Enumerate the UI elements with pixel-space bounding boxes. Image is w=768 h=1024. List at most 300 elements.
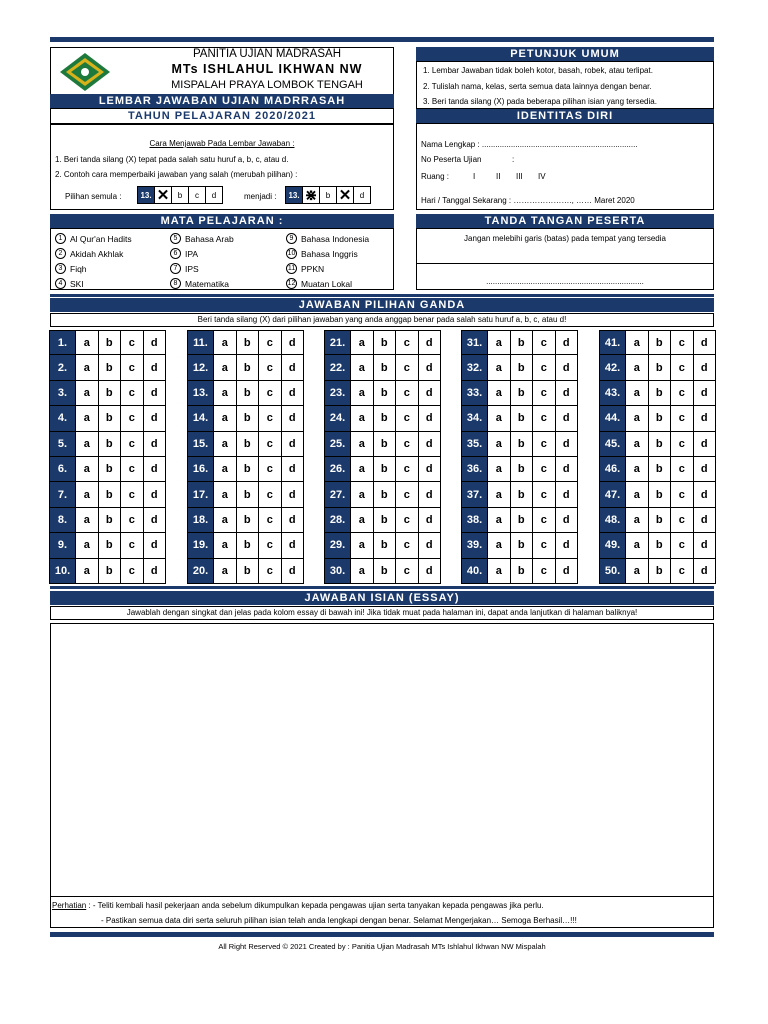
mapel-option[interactable]	[286, 263, 324, 274]
answer-option-b[interactable]: b	[373, 355, 396, 379]
answer-option-d[interactable]: d	[555, 508, 578, 532]
answer-option-c[interactable]: c	[532, 406, 555, 430]
example-after	[286, 186, 371, 204]
question-number: 37.	[462, 482, 487, 506]
answer-option-d[interactable]: d	[418, 482, 441, 506]
answer-option-a[interactable]: a	[75, 508, 98, 532]
answer-option-c[interactable]: c	[670, 508, 693, 532]
answer-option-b[interactable]: b	[373, 559, 396, 583]
perhatian-line2: - Pastikan semua data diri serta seluruh pilihan isian telah anda lengkapi dengan benar. Selamat Mengerjakan… Semoga Berhasil…!!!	[101, 916, 577, 925]
answer-option-d[interactable]: d	[281, 533, 304, 557]
answer-row	[324, 457, 441, 482]
answer-option-c[interactable]: c	[258, 482, 281, 506]
answer-option-b[interactable]: b	[648, 457, 671, 481]
essay-answer-area[interactable]	[50, 623, 714, 928]
answer-option-a[interactable]: a	[213, 432, 236, 456]
mapel-number: 9	[286, 233, 297, 244]
answer-option-d[interactable]: d	[418, 559, 441, 583]
answer-option-c[interactable]: c	[532, 559, 555, 583]
answer-option-d[interactable]: d	[418, 406, 441, 430]
answer-option-b[interactable]: b	[98, 482, 121, 506]
cara-step2: 2. Contoh cara memperbaiki jawaban yang salah (merubah pilihan) :	[55, 170, 298, 179]
answer-option-d[interactable]: d	[555, 331, 578, 354]
answer-option-a[interactable]: a	[75, 381, 98, 405]
answer-option-c[interactable]: c	[120, 508, 143, 532]
answer-option-d[interactable]: d	[281, 559, 304, 583]
answer-row	[324, 533, 441, 558]
answer-option-d[interactable]: d	[693, 457, 716, 481]
answer-option-c[interactable]: c	[670, 331, 693, 354]
answer-option-b[interactable]: b	[98, 381, 121, 405]
answer-option-a[interactable]: a	[75, 457, 98, 481]
answer-column	[49, 330, 166, 584]
answer-option-b[interactable]: b	[98, 533, 121, 557]
answer-option-a[interactable]: a	[213, 331, 236, 354]
answer-row	[324, 355, 441, 380]
bottom-rule	[50, 932, 714, 937]
answer-option-d[interactable]: d	[418, 533, 441, 557]
answer-option-c[interactable]: c	[258, 406, 281, 430]
tanggal-field[interactable]: Hari / Tanggal Sekarang : …………………., …… Maret 2020	[421, 196, 635, 205]
question-number: 33.	[462, 381, 487, 405]
mapel-number: 5	[170, 233, 181, 244]
mapel-number: 8	[170, 278, 181, 289]
answer-option-c[interactable]: c	[532, 457, 555, 481]
mapel-option[interactable]	[286, 248, 358, 259]
answer-option-c[interactable]: c	[258, 559, 281, 583]
answer-option-b[interactable]: b	[373, 533, 396, 557]
answer-row	[461, 508, 578, 533]
answer-option-d[interactable]: d	[143, 508, 166, 532]
mapel-option[interactable]	[170, 278, 229, 289]
answer-option-a[interactable]: a	[213, 508, 236, 532]
answer-option-a[interactable]: a	[213, 559, 236, 583]
question-number: 19.	[188, 533, 213, 557]
menjadi-label: menjadi :	[244, 192, 277, 201]
answer-row	[461, 406, 578, 431]
answer-row	[324, 406, 441, 431]
answer-option-d[interactable]: d	[281, 331, 304, 354]
answer-option-b[interactable]: b	[98, 559, 121, 583]
answer-option-c[interactable]: c	[670, 482, 693, 506]
answer-option-a[interactable]: a	[213, 355, 236, 379]
answer-option-d[interactable]: d	[143, 559, 166, 583]
answer-option-a[interactable]: a	[487, 355, 510, 379]
answer-option-c[interactable]: c	[395, 355, 418, 379]
question-number: 16.	[188, 457, 213, 481]
answer-option-d[interactable]: d	[143, 432, 166, 456]
answer-option-c[interactable]: c	[395, 457, 418, 481]
petunjuk-item-3: 3. Beri tanda silang (X) pada beberapa pilihan isian yang tersedia.	[423, 97, 657, 106]
answer-option-c[interactable]: c	[532, 432, 555, 456]
question-number: 50.	[600, 559, 625, 583]
banner-tahun: TAHUN PELAJARAN 2020/2021	[50, 108, 394, 124]
answer-option-d[interactable]: d	[555, 559, 578, 583]
answer-option-c[interactable]: c	[532, 533, 555, 557]
mapel-option[interactable]	[55, 248, 123, 259]
mapel-label: Bahasa Indonesia	[301, 233, 370, 244]
example-option-d: d	[205, 186, 223, 204]
answer-option-d[interactable]: d	[418, 508, 441, 532]
mapel-option[interactable]	[170, 263, 199, 274]
answer-option-b[interactable]: b	[236, 406, 259, 430]
answer-option-b[interactable]: b	[236, 482, 259, 506]
answer-option-c[interactable]: c	[395, 406, 418, 430]
question-number: 20.	[188, 559, 213, 583]
answer-option-c[interactable]: c	[532, 331, 555, 354]
answer-option-d[interactable]: d	[418, 381, 441, 405]
answer-option-a[interactable]: a	[350, 406, 373, 430]
mapel-option[interactable]	[286, 278, 352, 289]
question-number: 6.	[50, 457, 75, 481]
answer-option-a[interactable]: a	[487, 381, 510, 405]
answer-option-d[interactable]: d	[693, 406, 716, 430]
answer-row	[49, 381, 166, 406]
answer-option-a[interactable]: a	[625, 432, 648, 456]
question-number: 1.	[50, 331, 75, 354]
answer-option-d[interactable]: d	[693, 432, 716, 456]
question-number: 23.	[325, 381, 350, 405]
answer-option-b[interactable]: b	[648, 533, 671, 557]
question-number: 17.	[188, 482, 213, 506]
essay-title: JAWABAN ISIAN (ESSAY)	[50, 591, 714, 605]
answer-option-d[interactable]: d	[693, 482, 716, 506]
answer-option-d[interactable]: d	[418, 432, 441, 456]
answer-row	[49, 533, 166, 558]
answer-option-c[interactable]: c	[120, 406, 143, 430]
nomor-peserta-field[interactable]: :	[512, 155, 515, 164]
answer-row	[49, 406, 166, 431]
mapel-number: 4	[55, 278, 66, 289]
answer-option-a[interactable]: a	[487, 331, 510, 354]
answer-option-c[interactable]: c	[532, 508, 555, 532]
answer-option-a[interactable]: a	[350, 432, 373, 456]
answer-option-d[interactable]: d	[143, 331, 166, 354]
answer-option-b[interactable]: b	[373, 482, 396, 506]
answer-option-b[interactable]: b	[648, 508, 671, 532]
answer-option-a[interactable]: a	[75, 406, 98, 430]
mapel-option[interactable]	[55, 233, 132, 244]
answer-option-c[interactable]: c	[670, 406, 693, 430]
answer-option-a[interactable]: a	[625, 533, 648, 557]
answer-row	[187, 355, 304, 380]
answer-option-d[interactable]: d	[281, 482, 304, 506]
answer-option-b[interactable]: b	[236, 457, 259, 481]
question-number: 40.	[462, 559, 487, 583]
answer-option-d[interactable]: d	[143, 406, 166, 430]
answer-option-b[interactable]: b	[648, 482, 671, 506]
answer-option-a[interactable]: a	[487, 559, 510, 583]
answer-option-b[interactable]: b	[98, 331, 121, 354]
answer-option-d[interactable]: d	[693, 355, 716, 379]
question-number: 4.	[50, 406, 75, 430]
answer-option-a[interactable]: a	[350, 457, 373, 481]
answer-option-d[interactable]: d	[418, 355, 441, 379]
header-school-name: MTs ISHLAHUL IKHWAN NW	[171, 62, 363, 76]
example-option-b: b	[171, 186, 189, 204]
answer-option-b[interactable]: b	[98, 457, 121, 481]
example-num: 13.	[285, 186, 303, 204]
question-number: 3.	[50, 381, 75, 405]
answer-option-a[interactable]: a	[487, 432, 510, 456]
answer-option-a[interactable]: a	[487, 533, 510, 557]
ruang-option-2[interactable]: II	[496, 172, 501, 181]
mapel-number: 11	[287, 265, 296, 272]
answer-option-a[interactable]: a	[625, 406, 648, 430]
answer-option-d[interactable]: d	[418, 331, 441, 354]
answer-option-a[interactable]: a	[350, 508, 373, 532]
answer-option-a[interactable]: a	[213, 482, 236, 506]
answer-option-c[interactable]: c	[120, 432, 143, 456]
answer-option-d[interactable]: d	[281, 457, 304, 481]
answer-option-c[interactable]: c	[670, 432, 693, 456]
answer-option-a[interactable]: a	[487, 482, 510, 506]
answer-option-b[interactable]: b	[510, 331, 533, 354]
answer-option-c[interactable]: c	[258, 432, 281, 456]
answer-option-a[interactable]: a	[75, 559, 98, 583]
answer-option-a[interactable]: a	[75, 432, 98, 456]
answer-option-d[interactable]: d	[555, 482, 578, 506]
answer-option-d[interactable]: d	[143, 482, 166, 506]
answer-option-d[interactable]: d	[143, 381, 166, 405]
answer-option-c[interactable]: c	[670, 355, 693, 379]
answer-option-b[interactable]: b	[373, 508, 396, 532]
answer-option-a[interactable]: a	[75, 482, 98, 506]
answer-option-d[interactable]: d	[555, 432, 578, 456]
mapel-option[interactable]	[170, 233, 234, 244]
answer-option-b[interactable]: b	[98, 355, 121, 379]
answer-option-d[interactable]: d	[418, 457, 441, 481]
question-number: 8.	[50, 508, 75, 532]
answer-option-d[interactable]: d	[555, 457, 578, 481]
answer-option-b[interactable]: b	[648, 432, 671, 456]
answer-option-b[interactable]: b	[236, 508, 259, 532]
mapel-label: IPA	[185, 248, 199, 259]
answer-row	[599, 482, 716, 507]
answer-option-c[interactable]: c	[395, 559, 418, 583]
answer-option-c[interactable]: c	[532, 355, 555, 379]
answer-option-c[interactable]: c	[120, 331, 143, 354]
question-number: 12.	[188, 355, 213, 379]
example-option-c: c	[188, 186, 206, 204]
answer-option-a[interactable]: a	[350, 331, 373, 354]
mapel-option[interactable]	[55, 278, 84, 289]
question-number: 13.	[188, 381, 213, 405]
mapel-label: Muatan Lokal	[301, 278, 353, 289]
answer-option-b[interactable]: b	[373, 432, 396, 456]
ruang-option-3[interactable]: III	[516, 172, 523, 181]
answer-option-a[interactable]: a	[213, 457, 236, 481]
answer-option-c[interactable]: c	[120, 457, 143, 481]
answer-option-b[interactable]: b	[510, 508, 533, 532]
question-number: 5.	[50, 432, 75, 456]
ruang-option-4[interactable]: IV	[538, 172, 546, 181]
answer-option-b[interactable]: b	[510, 355, 533, 379]
answer-option-c[interactable]: c	[120, 381, 143, 405]
answer-row	[461, 355, 578, 380]
answer-option-b[interactable]: b	[510, 559, 533, 583]
answer-option-d[interactable]: d	[143, 457, 166, 481]
answer-option-a[interactable]: a	[350, 381, 373, 405]
answer-option-a[interactable]: a	[487, 406, 510, 430]
answer-option-c[interactable]: c	[120, 533, 143, 557]
answer-option-a[interactable]: a	[213, 533, 236, 557]
ruang-option-1[interactable]: I	[473, 172, 476, 181]
answer-option-c[interactable]: c	[395, 482, 418, 506]
answer-option-b[interactable]: b	[510, 457, 533, 481]
answer-row	[187, 482, 304, 507]
answer-option-c[interactable]: c	[670, 381, 693, 405]
answer-option-b[interactable]: b	[236, 533, 259, 557]
answer-option-d[interactable]: d	[143, 533, 166, 557]
mapel-option[interactable]	[170, 248, 198, 259]
answer-option-b[interactable]: b	[236, 331, 259, 354]
answer-option-c[interactable]: c	[120, 482, 143, 506]
answer-option-b[interactable]: b	[236, 355, 259, 379]
answer-option-a[interactable]: a	[487, 457, 510, 481]
answer-option-a[interactable]: a	[625, 355, 648, 379]
answer-option-b[interactable]: b	[373, 331, 396, 354]
question-number: 29.	[325, 533, 350, 557]
answer-option-a[interactable]: a	[213, 406, 236, 430]
pilihan-semula-label: Pilihan semula :	[65, 192, 122, 201]
answer-option-a[interactable]: a	[213, 381, 236, 405]
answer-row	[187, 508, 304, 533]
answer-option-a[interactable]: a	[625, 457, 648, 481]
answer-option-d[interactable]: d	[143, 355, 166, 379]
cara-step1: 1. Beri tanda silang (X) tepat pada salah satu huruf a, b, c, atau d.	[55, 155, 289, 164]
nama-field[interactable]: Nama Lengkap : ......................................................................	[421, 140, 638, 149]
question-number: 45.	[600, 432, 625, 456]
question-number: 36.	[462, 457, 487, 481]
answer-option-a[interactable]: a	[350, 355, 373, 379]
ttd-signature-line: .......................................................................	[486, 277, 644, 286]
answer-option-a[interactable]: a	[625, 331, 648, 354]
answer-option-a[interactable]: a	[625, 508, 648, 532]
answer-option-d[interactable]: d	[281, 355, 304, 379]
answer-option-c[interactable]: c	[120, 559, 143, 583]
answer-option-b[interactable]: b	[510, 381, 533, 405]
question-number: 44.	[600, 406, 625, 430]
answer-option-b[interactable]: b	[648, 406, 671, 430]
question-number: 22.	[325, 355, 350, 379]
answer-option-d[interactable]: d	[555, 533, 578, 557]
answer-option-d[interactable]: d	[693, 381, 716, 405]
mapel-option[interactable]	[55, 263, 87, 274]
mapel-number: 3	[55, 263, 66, 274]
answer-option-b[interactable]: b	[648, 559, 671, 583]
answer-row	[187, 381, 304, 406]
cross-mark-icon: ✕	[154, 186, 172, 204]
answer-option-c[interactable]: c	[258, 533, 281, 557]
answer-option-b[interactable]: b	[373, 406, 396, 430]
mapel-number: 6	[170, 248, 181, 259]
answer-option-c[interactable]: c	[670, 457, 693, 481]
mapel-title: MATA PELAJARAN :	[50, 214, 394, 228]
answer-option-b[interactable]: b	[373, 381, 396, 405]
answer-row	[187, 559, 304, 584]
answer-option-c[interactable]: c	[395, 533, 418, 557]
question-number: 10.	[50, 559, 75, 583]
answer-option-a[interactable]: a	[350, 559, 373, 583]
answer-row	[461, 559, 578, 584]
answer-option-b[interactable]: b	[373, 457, 396, 481]
answer-option-c[interactable]: c	[395, 432, 418, 456]
answer-option-b[interactable]: b	[510, 482, 533, 506]
answer-option-d[interactable]: d	[693, 331, 716, 354]
answer-option-d[interactable]: d	[555, 381, 578, 405]
answer-option-b[interactable]: b	[648, 381, 671, 405]
answer-option-c[interactable]: c	[670, 559, 693, 583]
answer-option-c[interactable]: c	[258, 457, 281, 481]
question-number: 26.	[325, 457, 350, 481]
answer-option-d[interactable]: d	[281, 508, 304, 532]
answer-option-b[interactable]: b	[98, 508, 121, 532]
answer-option-c[interactable]: c	[395, 508, 418, 532]
answer-option-d[interactable]: d	[555, 406, 578, 430]
answer-option-d[interactable]: d	[281, 381, 304, 405]
answer-option-b[interactable]: b	[236, 559, 259, 583]
answer-option-a[interactable]: a	[625, 381, 648, 405]
answer-row	[461, 457, 578, 482]
answer-option-d[interactable]: d	[281, 406, 304, 430]
answer-option-c[interactable]: c	[258, 508, 281, 532]
question-number: 47.	[600, 482, 625, 506]
answer-option-b[interactable]: b	[236, 432, 259, 456]
answer-option-d[interactable]: d	[693, 508, 716, 532]
answer-option-b[interactable]: b	[236, 381, 259, 405]
question-number: 41.	[600, 331, 625, 354]
answer-option-a[interactable]: a	[75, 533, 98, 557]
answer-row	[599, 330, 716, 355]
answer-option-c[interactable]: c	[258, 381, 281, 405]
answer-option-b[interactable]: b	[510, 432, 533, 456]
answer-option-c[interactable]: c	[258, 355, 281, 379]
answer-option-d[interactable]: d	[281, 432, 304, 456]
answer-option-c[interactable]: c	[395, 331, 418, 354]
answer-option-c[interactable]: c	[120, 355, 143, 379]
answer-row	[461, 330, 578, 355]
answer-option-c[interactable]: c	[258, 331, 281, 354]
answer-option-a[interactable]: a	[75, 331, 98, 354]
answer-option-b[interactable]: b	[510, 406, 533, 430]
perhatian-line1	[52, 901, 544, 910]
question-number: 21.	[325, 331, 350, 354]
question-number: 30.	[325, 559, 350, 583]
answer-option-a[interactable]: a	[625, 559, 648, 583]
answer-option-d[interactable]: d	[693, 559, 716, 583]
answer-option-b[interactable]: b	[648, 355, 671, 379]
answer-option-d[interactable]: d	[693, 533, 716, 557]
question-number: 32.	[462, 355, 487, 379]
answer-option-a[interactable]: a	[487, 508, 510, 532]
answer-option-a[interactable]: a	[625, 482, 648, 506]
answer-option-c[interactable]: c	[395, 381, 418, 405]
answer-option-b[interactable]: b	[648, 331, 671, 354]
answer-option-a[interactable]: a	[350, 533, 373, 557]
answer-option-b[interactable]: b	[98, 406, 121, 430]
mapel-option[interactable]	[286, 233, 369, 244]
answer-option-c[interactable]: c	[532, 482, 555, 506]
petunjuk-title: PETUNJUK UMUM	[416, 47, 714, 61]
answer-option-a[interactable]: a	[75, 355, 98, 379]
answer-option-a[interactable]: a	[350, 482, 373, 506]
answer-option-d[interactable]: d	[555, 355, 578, 379]
answer-option-c[interactable]: c	[670, 533, 693, 557]
answer-option-c[interactable]: c	[532, 381, 555, 405]
answer-option-b[interactable]: b	[510, 533, 533, 557]
answer-option-b[interactable]: b	[98, 432, 121, 456]
